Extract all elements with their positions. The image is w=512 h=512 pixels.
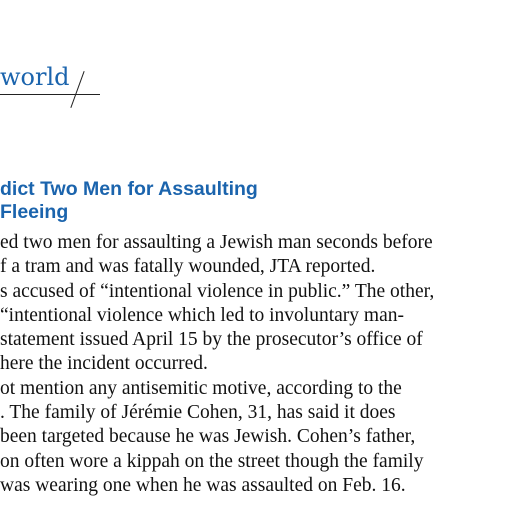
body-line: f a tram and was fatally wounded, JTA reported. <box>0 256 376 278</box>
body-line: statement issued April 15 by the prosecutor’s office of <box>0 329 423 351</box>
body-line: “intentional violence which led to involuntary man- <box>0 304 404 326</box>
article-headline <box>0 178 512 224</box>
section-label: world <box>0 63 70 91</box>
body-line: ed two men for assaulting a Jewish man seconds before <box>0 232 433 253</box>
body-line: . The family of Jérémie Cohen, 31, has said it does <box>0 402 396 424</box>
body-line: ot mention any antisemitic motive, according to the <box>0 377 402 399</box>
section-slash-divider <box>70 71 84 108</box>
body-line: s accused of “intentional violence in public.” The other, <box>0 280 435 302</box>
body-line: on often wore a kippah on the street though the family <box>0 450 424 472</box>
body-line: here the incident occurred. <box>0 353 208 375</box>
headline-line: Fleeing <box>0 201 69 223</box>
headline-line: dict Two Men for Assaulting <box>0 178 258 200</box>
article-body <box>0 231 512 498</box>
body-line: was wearing one when he was assaulted on Feb. 16. <box>0 474 406 496</box>
section-rule <box>0 94 100 95</box>
body-line: been targeted because he was Jewish. Cohen’s father, <box>0 426 416 448</box>
